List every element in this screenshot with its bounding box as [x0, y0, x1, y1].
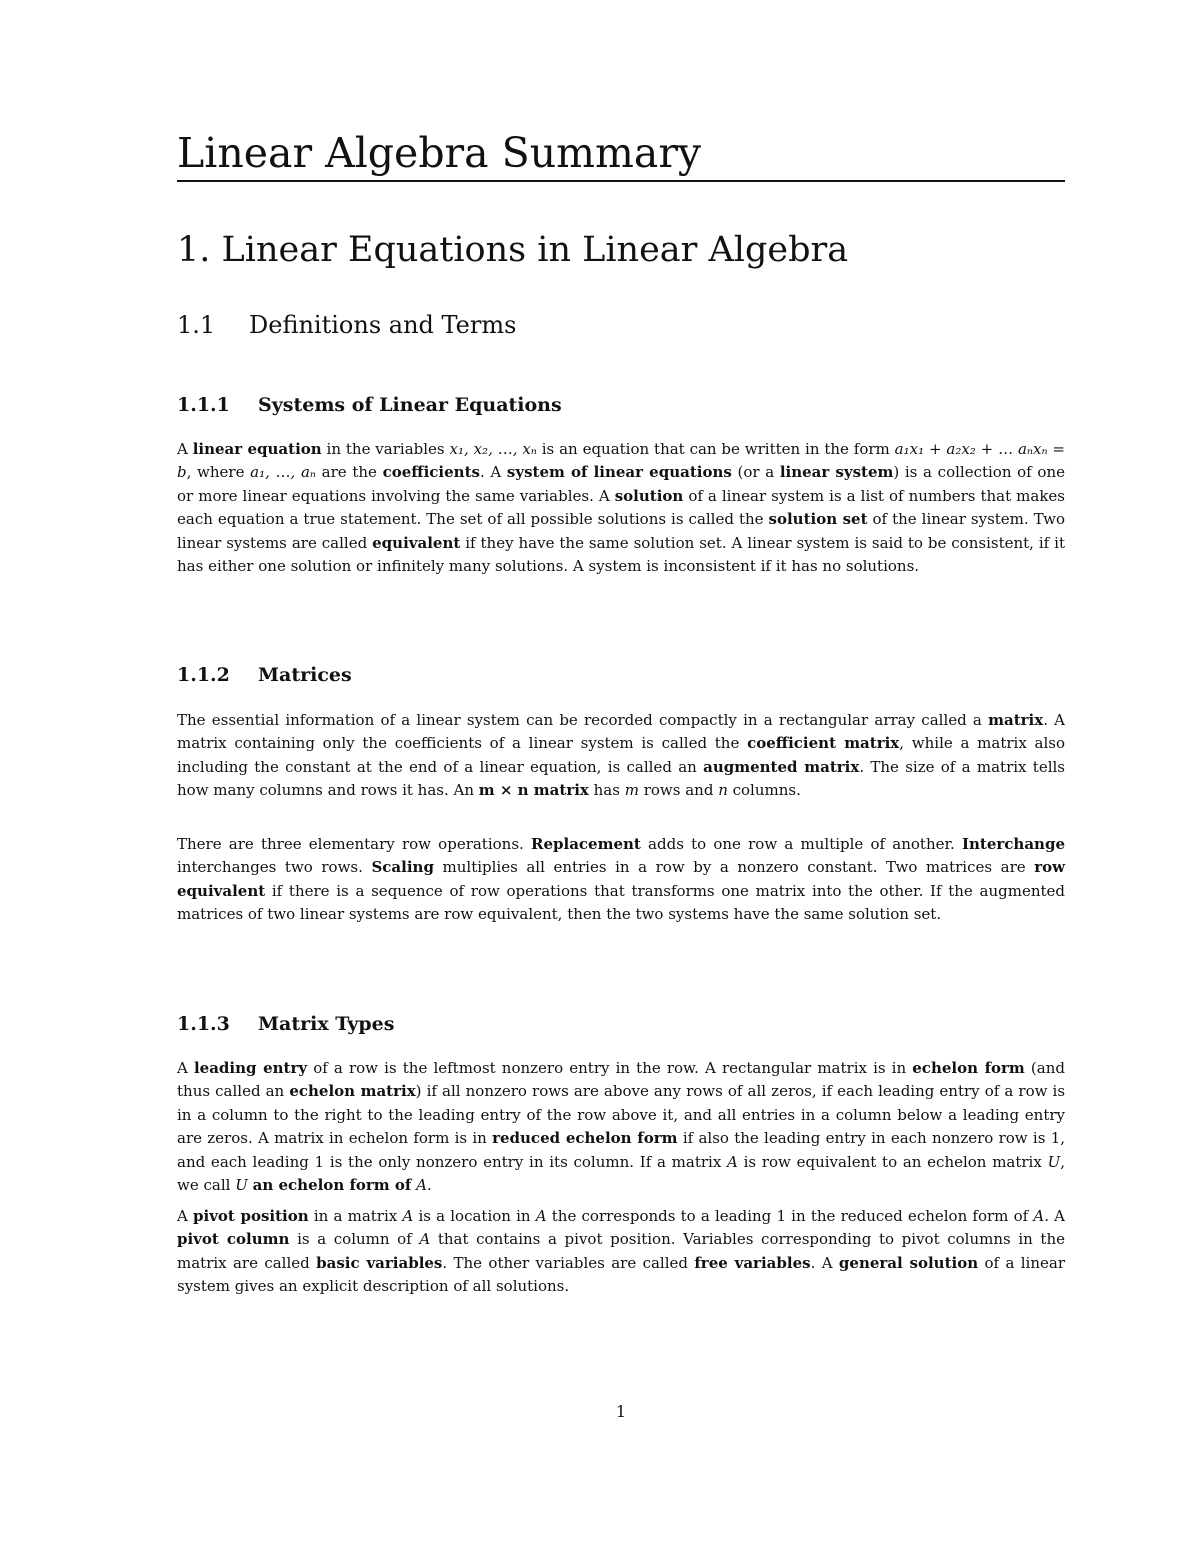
bold-term: leading entry: [193, 1059, 308, 1077]
bold-term: Replacement: [531, 835, 641, 853]
section-heading: [177, 310, 516, 340]
bold-term: coefficients: [382, 463, 480, 482]
bold-term: reduced echelon form: [492, 1129, 678, 1148]
subsection-heading: [177, 1011, 394, 1037]
bold-term: Interchange: [962, 835, 1065, 853]
document-page: [177, 0, 1065, 1553]
text-run: of a linear system is a list of numbers that makes each equation a true statement. The set of all possible solutions is called the: [177, 486, 1065, 529]
section-title: Definitions and Terms: [249, 311, 517, 339]
text-run: if they have the same solution set. A linear system is said to be consistent, if it has either one solution or infinitely many solutions. A system is inconsistent if it has no solutions.: [177, 533, 1065, 576]
text-run: has: [588, 781, 625, 800]
bold-term: solution set: [768, 510, 868, 529]
text-run: of the linear system. Two linear systems are called: [177, 510, 1065, 552]
text-run: are the: [316, 463, 383, 482]
text-run: A: [177, 1207, 194, 1225]
subsection-title: Matrix Types: [258, 1013, 395, 1035]
text-run: ) is a collection of one or more linear equations involving the same variables. A: [177, 463, 1065, 505]
text-run: There are three elementary row operations.: [177, 835, 531, 853]
text-run: the corresponds to a leading 1 in the reduced echelon form of: [546, 1207, 1034, 1225]
bold-term: row equivalent: [177, 858, 1066, 900]
subsection-heading: [177, 392, 562, 418]
text-run: (and thus called an: [177, 1059, 1065, 1101]
math-expression: A: [402, 1207, 414, 1225]
text-run: in the variables: [321, 440, 450, 458]
bold-term: pivot column: [177, 1230, 290, 1249]
math-expression: n: [718, 781, 728, 800]
text-run: columns.: [727, 781, 801, 800]
paragraph: [177, 438, 1065, 578]
subsection-heading: [177, 662, 352, 688]
text-run: is a column of: [289, 1230, 420, 1249]
text-run: of a linear system gives an explicit description of all solutions.: [177, 1253, 1065, 1296]
text-run: The essential information of a linear system can be recorded compactly in a rectangular array called a: [177, 711, 989, 729]
bold-term: an echelon form of: [252, 1176, 412, 1195]
text-run: , we call: [177, 1152, 1065, 1195]
bold-term: linear system: [779, 463, 894, 482]
bold-term: pivot position: [193, 1207, 309, 1225]
math-expression: A: [416, 1176, 427, 1195]
text-run: . The other variables are called: [442, 1253, 695, 1272]
bold-term: equivalent: [372, 533, 461, 552]
subsection-title: Systems of Linear Equations: [258, 394, 562, 416]
math-expression: U: [235, 1176, 248, 1195]
section-number: 1.1: [177, 311, 216, 339]
bold-term: echelon matrix: [289, 1082, 416, 1101]
chapter-heading: 1. Linear Equations in Linear Algebra: [177, 230, 849, 270]
text-run: is a location in: [413, 1207, 536, 1225]
page-number: 1: [615, 1402, 627, 1421]
paragraph: [177, 833, 1065, 927]
subsection-number: 1.1.3: [177, 1013, 230, 1035]
text-run: multiplies all entries in a row by a nonzero constant. Two matrices are: [433, 858, 1035, 877]
text-run: is an equation that can be written in the form: [536, 440, 895, 458]
text-run: in a matrix: [308, 1207, 403, 1225]
text-run: , where: [186, 463, 251, 482]
bold-term: basic variables: [316, 1253, 443, 1272]
bold-term: augmented matrix: [703, 757, 860, 776]
math-expression: m: [624, 781, 639, 800]
bold-term: linear equation: [192, 440, 322, 458]
bold-term: free variables: [694, 1253, 811, 1272]
text-run: A: [177, 440, 193, 458]
math-expression: a₁x₁ + a₂x₂ + … aₙxₙ = b: [177, 440, 1065, 482]
subsection-number: 1.1.1: [177, 394, 230, 416]
paragraph: [177, 709, 1065, 803]
bold-term: coefficient matrix: [747, 734, 900, 753]
text-run: adds to one row a multiple of another.: [640, 835, 962, 853]
math-expression: x₁, x₂, …, xₙ: [449, 440, 537, 458]
bold-term: Scaling: [371, 858, 434, 877]
math-expression: A: [727, 1152, 738, 1171]
text-run: rows and: [638, 781, 719, 800]
text-run: if there is a sequence of row operations that transforms one matrix into the other. If the augmented matrices of two linear systems are row equivalent, then the two systems have the same solution set.: [177, 881, 1065, 924]
text-run: .: [426, 1176, 432, 1195]
text-run: if also the leading entry in each nonzero row is 1, and each leading 1 is the only nonzero entry in its column. If a matrix: [177, 1129, 1066, 1171]
text-run: of a row is the leftmost nonzero entry in the row. A rectangular matrix is in: [307, 1059, 913, 1077]
text-run: that contains a pivot position. Variables corresponding to pivot columns in the matrix are called: [177, 1230, 1065, 1272]
bold-term: system of linear equations: [506, 463, 732, 482]
subsection-title: Matrices: [258, 664, 352, 686]
document-title: Linear Algebra Summary: [177, 128, 1065, 182]
text-run: is row equivalent to an echelon matrix: [737, 1152, 1048, 1171]
text-run: interchanges two rows.: [177, 858, 372, 877]
text-run: . The size of a matrix tells how many columns and rows it has. An: [177, 757, 1065, 800]
text-run: ) if all nonzero rows are above any rows of all zeros, if each leading entry of a row is in a column to the right to the leading entry of the row above it, and all entries in a column below a leading entry are zeros. A matrix in echelon form is in: [177, 1082, 1066, 1148]
paragraph: [177, 1205, 1065, 1299]
text-run: (or a: [731, 463, 780, 482]
bold-term: matrix: [988, 711, 1044, 729]
text-run: , while a matrix also including the constant at the end of a linear equation, is called an: [177, 734, 1066, 776]
math-expression: A: [535, 1207, 547, 1225]
text-run: A: [177, 1059, 194, 1077]
bold-term: general solution: [838, 1253, 979, 1272]
math-expression: A: [1033, 1207, 1045, 1225]
bold-term: solution: [614, 486, 684, 505]
subsection-number: 1.1.2: [177, 664, 230, 686]
text-run: . A: [810, 1253, 839, 1272]
math-expression: A: [419, 1230, 431, 1249]
text-run: . A: [479, 463, 507, 482]
text-run: . A: [1044, 1207, 1065, 1225]
text-run: . A matrix containing only the coefficients of a linear system is called the: [177, 711, 1066, 753]
bold-term: m × n matrix: [478, 781, 589, 800]
paragraph: [177, 1057, 1065, 1197]
math-expression: a₁, …, aₙ: [250, 463, 317, 482]
math-expression: U: [1047, 1152, 1061, 1171]
bold-term: echelon form: [912, 1059, 1025, 1077]
